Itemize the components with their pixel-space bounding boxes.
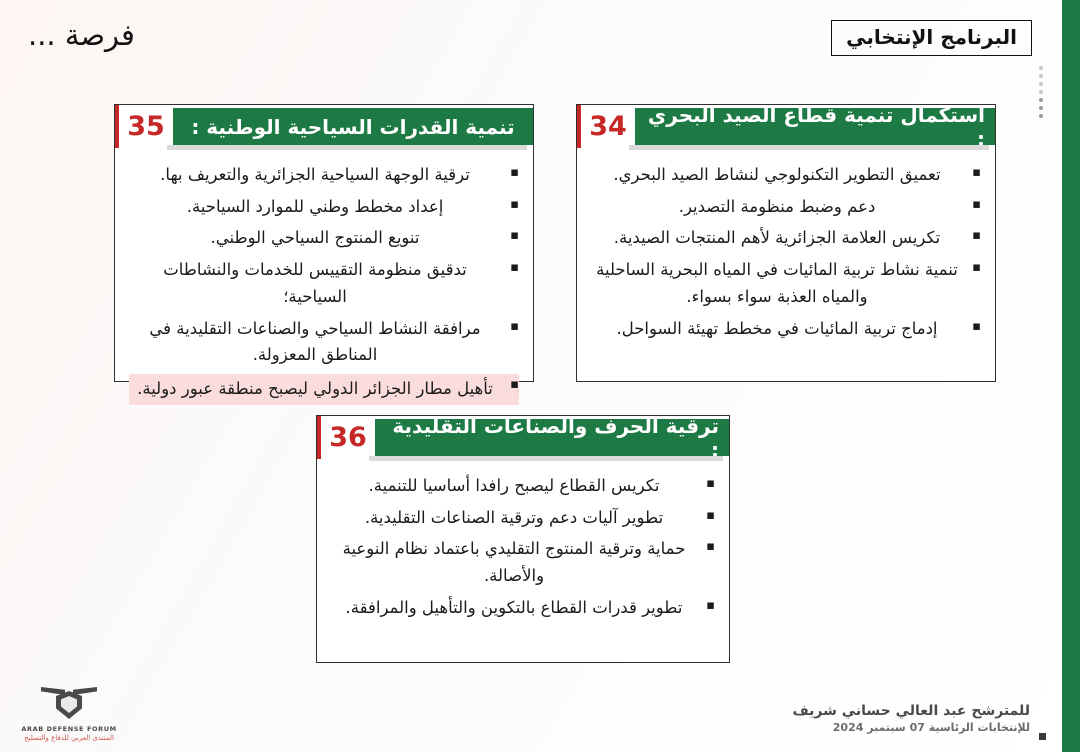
card-34-list: [591, 162, 981, 342]
list-item: ▪ ترقية الوجهة السياحية الجزائرية والتعريف بها.: [129, 162, 519, 189]
list-item: ▪ تنمية نشاط تربية المائيات في المياه البحرية الساحلية والمياه العذبة سواء بسواء.: [591, 257, 981, 310]
dot: [1039, 98, 1043, 102]
card-36-number: 36: [317, 416, 375, 459]
card-35-list: [129, 162, 519, 405]
card-34-number: 34: [577, 105, 635, 148]
card-36-list: [331, 473, 715, 622]
list-item: ▪ حماية وترقية المنتوج التقليدي باعتماد نظام النوعية والأصالة.: [331, 536, 715, 589]
page-title: البرنامج الإنتخابي: [831, 20, 1032, 56]
footer-candidate: للمترشح عبد العالي حساني شريف: [792, 703, 1030, 719]
card-34-header: [577, 102, 995, 151]
list-item: ▪ تعميق التطوير التكنولوجي لنشاط الصيد البحري.: [591, 162, 981, 189]
right-green-bar: [1062, 0, 1080, 752]
list-item: ▪ تدقيق منظومة التقييس للخدمات والنشاطات السياحية؛: [129, 257, 519, 310]
list-item: ▪ دعم وضبط منظومة التصدير.: [591, 194, 981, 221]
list-item: ▪ إدماج تربية المائيات في مخطط تهيئة السواحل.: [591, 316, 981, 343]
list-item-highlighted: ▪ تأهيل مطار الجزائر الدولي ليصبح منطقة عبور دولية.: [129, 374, 519, 405]
right-white-divider: [1058, 0, 1062, 752]
card-34-body: [577, 148, 995, 363]
list-item: ▪ إعداد مخطط وطني للموارد السياحية.: [129, 194, 519, 221]
footer: [792, 703, 1030, 734]
dot: [1039, 82, 1043, 86]
card-36-header: [317, 413, 729, 462]
forum-logo: [14, 683, 124, 742]
card-35-title: تنمية القدرات السياحية الوطنية :: [173, 108, 533, 145]
opportunity-text: فرصة ...: [28, 18, 135, 52]
card-36-title: ترقية الحرف والصناعات التقليدية :: [375, 419, 729, 456]
list-item: ▪ مرافقة النشاط السياحي والصناعات التقليدية في المناطق المعزولة.: [129, 316, 519, 369]
logo-english-text: ARAB DEFENSE FORUM: [21, 725, 117, 733]
card-35-header: [115, 105, 533, 148]
eagle-shield-icon: [41, 683, 97, 723]
dotted-decoration: [1036, 66, 1046, 118]
card-34: [576, 104, 996, 382]
dot: [1039, 90, 1043, 94]
list-item: ▪ تنويع المنتوج السياحي الوطني.: [129, 225, 519, 252]
wing-right-icon: [73, 687, 97, 695]
list-item: ▪ تكريس العلامة الجزائرية لأهم المنتجات الصيدية.: [591, 225, 981, 252]
dot: [1039, 114, 1043, 118]
dot: [1039, 106, 1043, 110]
dot: [1039, 74, 1043, 78]
dot: [1039, 66, 1043, 70]
wing-left-icon: [41, 687, 65, 695]
logo-arabic-text: المنتدى العربي للدفاع والتسليح: [24, 734, 114, 742]
list-item: ▪ تكريس القطاع ليصبح رافدا أساسيا للتنمية.: [331, 473, 715, 500]
card-34-title: استكمال تنمية قطاع الصيد البحري :: [635, 108, 995, 145]
card-36: [316, 415, 730, 663]
footer-square-marker: [1039, 733, 1046, 740]
list-item: ▪ تطوير آليات دعم وترقية الصناعات التقليدية.: [331, 505, 715, 532]
card-35: [114, 104, 534, 399]
list-item: ▪ تطوير قدرات القطاع بالتكوين والتأهيل والمرافقة.: [331, 595, 715, 622]
card-35-body: [115, 148, 533, 426]
card-36-body: [317, 459, 729, 643]
card-35-number: 35: [115, 105, 173, 148]
footer-election: للإنتخابات الرئاسية 07 سبتمبر 2024: [832, 721, 1030, 734]
